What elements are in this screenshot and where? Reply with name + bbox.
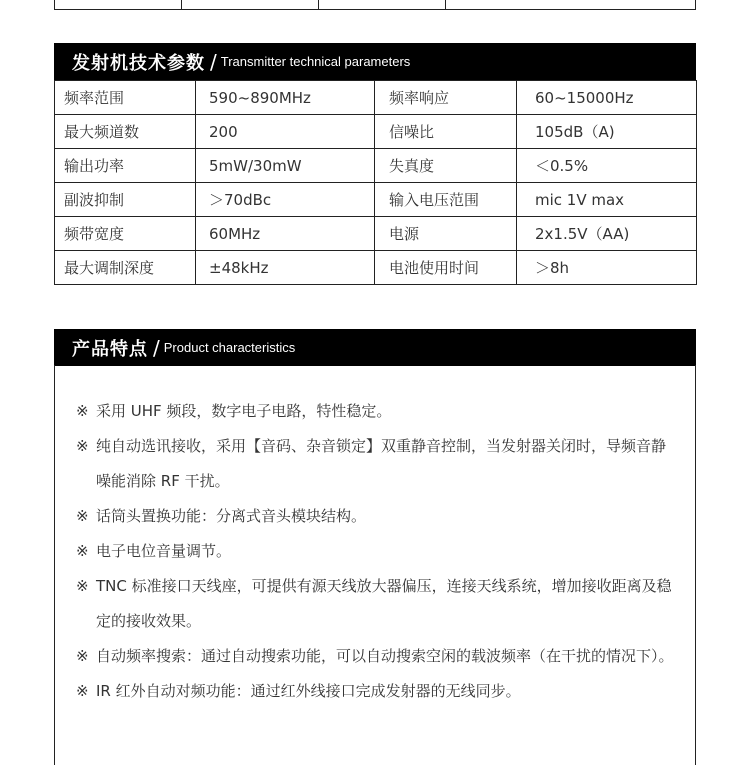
param-value: 590~890MHz <box>196 81 375 115</box>
spec-section-header <box>54 43 696 80</box>
param-label: 电源 <box>375 217 517 251</box>
feature-text: 电子电位音量调节。 <box>96 542 232 560</box>
param-label: 最大频道数 <box>55 115 196 149</box>
spec-table <box>54 80 697 285</box>
param-label: 输入电压范围 <box>375 183 517 217</box>
previous-table-bottom <box>54 0 696 10</box>
table-divider <box>318 0 319 10</box>
param-label: 输出功率 <box>55 149 196 183</box>
param-value: ＞70dBc <box>196 183 375 217</box>
feature-text: 自动频率搜索：通过自动搜索功能，可以自动搜索空闲的载波频率（在干扰的情况下）。 <box>96 647 674 665</box>
features-section-header <box>54 329 696 366</box>
param-value: ＞8h <box>517 251 697 285</box>
reference-mark-icon: ※ <box>76 647 89 665</box>
param-label: 副波抑制 <box>55 183 196 217</box>
param-label: 信噪比 <box>375 115 517 149</box>
param-value: 60MHz <box>196 217 375 251</box>
table-row <box>55 251 697 285</box>
features-list <box>76 394 676 709</box>
param-label: 频率响应 <box>375 81 517 115</box>
feature-text: IR 红外自动对频功能：通过红外线接口完成发射器的无线同步。 <box>96 682 521 700</box>
param-label: 频率范围 <box>55 81 196 115</box>
list-item <box>76 674 676 709</box>
param-value: 5mW/30mW <box>196 149 375 183</box>
list-item <box>76 639 676 674</box>
param-value: mic 1V max <box>517 183 697 217</box>
reference-mark-icon: ※ <box>76 577 89 595</box>
spec-title-en: Transmitter technical parameters <box>220 54 411 69</box>
table-row <box>55 183 697 217</box>
param-value: 105dB（A) <box>517 115 697 149</box>
table-row <box>55 81 697 115</box>
feature-text: TNC 标准接口天线座，可提供有源天线放大器偏压，连接天线系统，增加接收距离及稳定的接收效果。 <box>96 577 672 630</box>
list-item <box>76 534 676 569</box>
spec-title-zh: 发射机技术参数 <box>72 52 205 74</box>
features-title-zh: 产品特点 <box>72 338 148 360</box>
feature-text: 采用 UHF 频段，数字电子电路，特性稳定。 <box>96 402 392 420</box>
param-value: ＜0.5% <box>517 149 697 183</box>
reference-mark-icon: ※ <box>76 682 89 700</box>
reference-mark-icon: ※ <box>76 507 89 525</box>
table-divider <box>181 0 182 10</box>
table-row <box>55 217 697 251</box>
reference-mark-icon: ※ <box>76 437 89 455</box>
title-slash: / <box>153 335 160 360</box>
param-value: 2x1.5V（AA) <box>517 217 697 251</box>
param-label: 频带宽度 <box>55 217 196 251</box>
reference-mark-icon: ※ <box>76 542 89 560</box>
param-value: 60~15000Hz <box>517 81 697 115</box>
param-label: 失真度 <box>375 149 517 183</box>
table-row <box>55 115 697 149</box>
list-item <box>76 499 676 534</box>
feature-text: 话筒头置换功能：分离式音头模块结构。 <box>96 507 367 525</box>
features-title-en: Product characteristics <box>163 340 296 355</box>
list-item <box>76 429 676 499</box>
param-label: 电池使用时间 <box>375 251 517 285</box>
param-value: 200 <box>196 115 375 149</box>
list-item <box>76 394 676 429</box>
param-label: 最大调制深度 <box>55 251 196 285</box>
param-value: ±48kHz <box>196 251 375 285</box>
reference-mark-icon: ※ <box>76 402 89 420</box>
list-item <box>76 569 676 639</box>
title-slash: / <box>210 49 217 74</box>
table-row <box>55 149 697 183</box>
table-divider <box>445 0 446 10</box>
feature-text: 纯自动选讯接收，采用【音码、杂音锁定】双重静音控制，当发射器关闭时，导频音静噪能消除 RF 干扰。 <box>96 437 667 490</box>
